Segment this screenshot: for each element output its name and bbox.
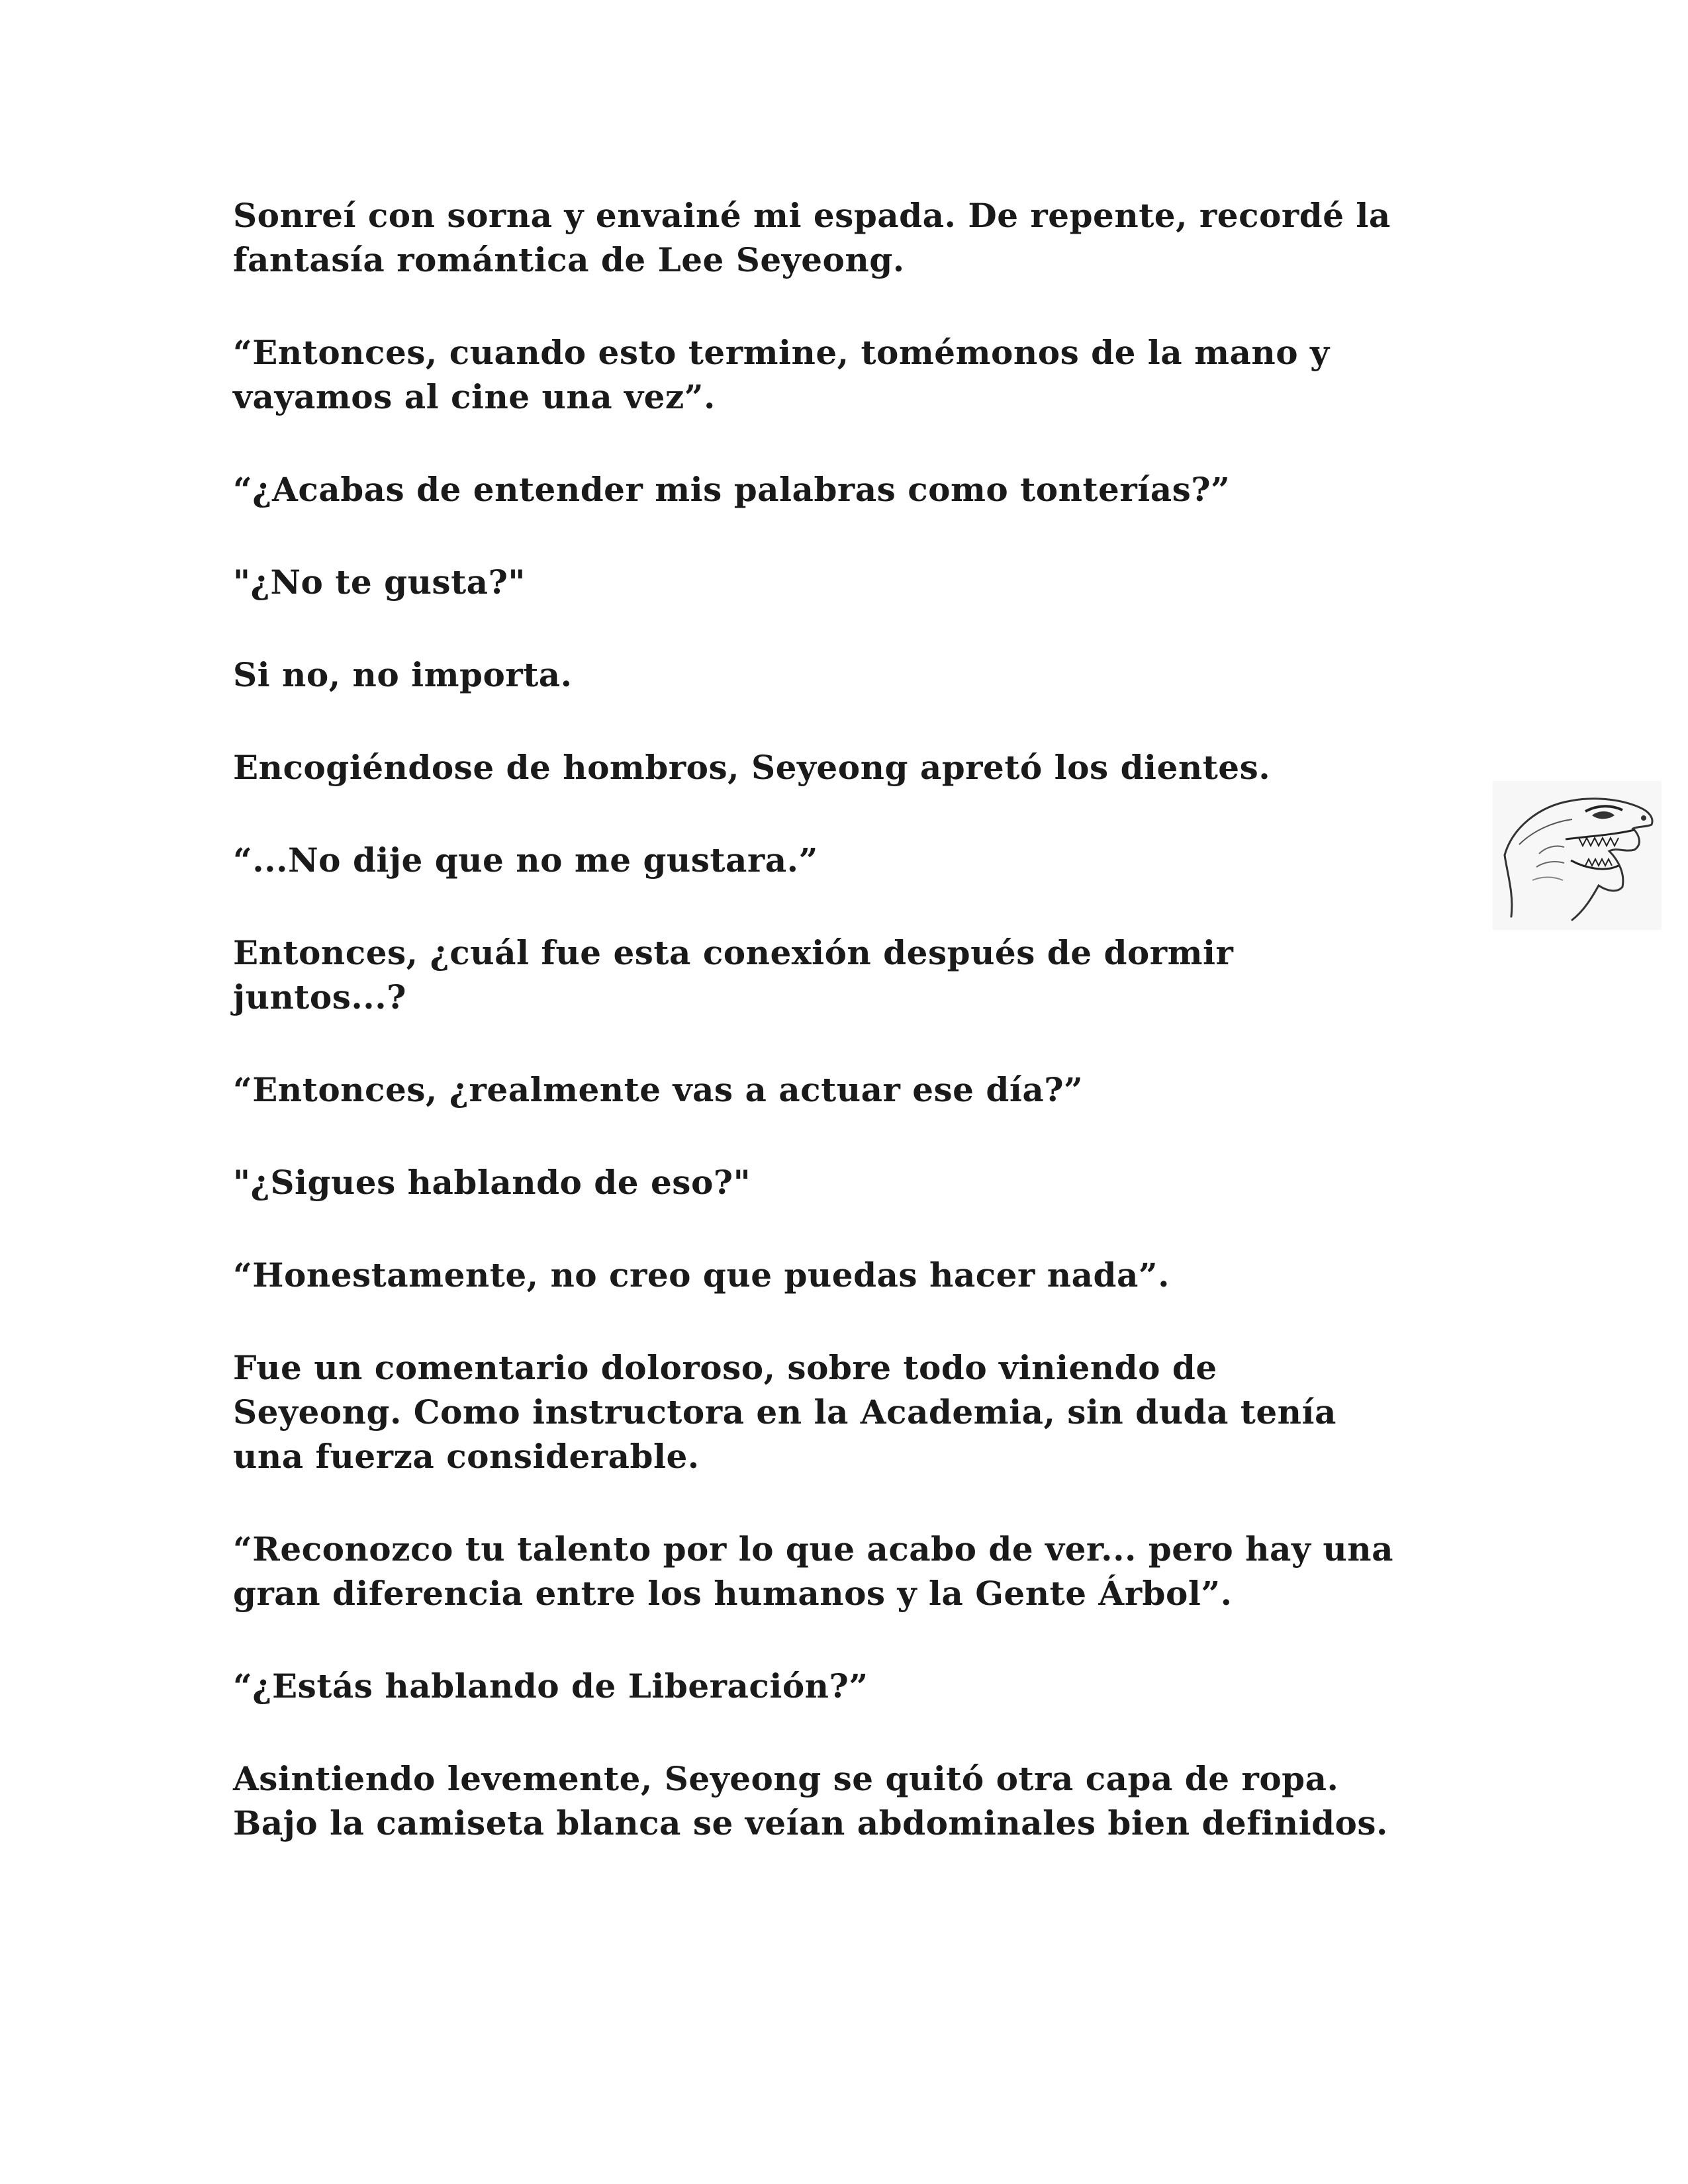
paragraph-8: Entonces, ¿cuál fue esta conexión después de dormir juntos...? bbox=[233, 933, 1234, 1017]
paragraph-12: Fue un comentario doloroso, sobre todo viniendo de Seyeong. Como instructora en la Academia, sin duda tenía una fuerza considerable. bbox=[233, 1348, 1336, 1476]
paragraph-2: “Entonces, cuando esto termine, tomémonos de la mano y vayamos al cine una vez”. bbox=[233, 333, 1330, 416]
paragraph-15: Asintiendo levemente, Seyeong se quitó otra capa de ropa. Bajo la camiseta blanca se veían abdominales bien definidos. bbox=[233, 1759, 1388, 1843]
story-text bbox=[233, 193, 1464, 1893]
paragraph-10: "¿Sigues hablando de eso?" bbox=[233, 1163, 751, 1202]
paragraph-14: “¿Estás hablando de Liberación?” bbox=[233, 1666, 868, 1706]
paragraph-4: "¿No te gusta?" bbox=[233, 563, 526, 602]
paragraph-7: “...No dije que no me gustara.” bbox=[233, 841, 818, 880]
paragraph-9: “Entonces, ¿realmente vas a actuar ese día?” bbox=[233, 1070, 1084, 1109]
paragraph-13: “Reconozco tu talento por lo que acabo de ver... pero hay una gran diferencia entre los humanos y la Gente Árbol”. bbox=[233, 1529, 1393, 1613]
paragraph-3: “¿Acabas de entender mis palabras como tonterías?” bbox=[233, 470, 1231, 509]
paragraph-5: Si no, no importa. bbox=[233, 655, 573, 694]
dinosaur-head-sketch-icon bbox=[1493, 781, 1662, 930]
paragraph-6: Encogiéndose de hombros, Seyeong apretó los dientes. bbox=[233, 748, 1271, 787]
paragraph-11: “Honestamente, no creo que puedas hacer nada”. bbox=[233, 1255, 1170, 1295]
paragraph-1: Sonreí con sorna y envainé mi espada. De repente, recordé la fantasía romántica de Lee Seyeong. bbox=[233, 196, 1391, 279]
